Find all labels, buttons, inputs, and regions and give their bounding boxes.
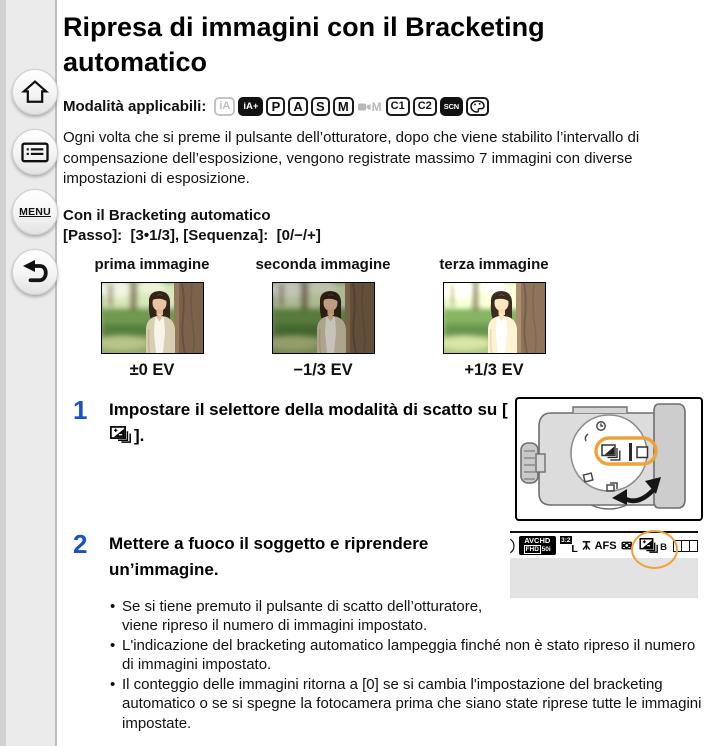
example-caption: terza immagine [439, 255, 549, 273]
mode-icon-ia-plus: iA+ [238, 97, 263, 116]
example-ev-value: +1/3 EV [464, 360, 524, 379]
example-photo-brighter [443, 282, 546, 354]
mode-icon-s: S [311, 97, 330, 116]
mode-icon-ia: iA [214, 97, 235, 116]
record-format-badge: AVCHD FHD 50i [519, 536, 556, 555]
intro-paragraph: Ogni volta che si preme il pulsante dell’otturatore, dopo che viene stabilito l’intervallo di compensazione dell’esposizione, vengono registrate massimo 7 immagini con diverse impostazioni di esposizione. [63, 129, 640, 187]
focus-mode-label: AFS [594, 539, 617, 552]
note-item: • L'indicazione del bracketing automatico lampeggia finché non è stato ripreso il numero di immagini impostato. [109, 636, 706, 675]
step-2-instruction: Mettere a fuoco il soggetto e riprendere un’immagine. [109, 533, 429, 579]
screen-status-bar [510, 531, 698, 558]
bracket-indicator-letter: B [660, 542, 667, 553]
picture-size-badge: 3:2 L [561, 536, 578, 555]
step-1-instruction: Impostare il selettore della modalità di scatto su []. [109, 399, 508, 445]
example-photo-normal [101, 282, 204, 354]
list-icon [20, 139, 50, 165]
example-third [414, 256, 574, 380]
example-ev-value: −1/3 EV [293, 360, 353, 379]
mode-icon-m: M [333, 97, 354, 116]
palette-icon [470, 100, 485, 113]
home-icon [20, 77, 50, 107]
step-number: 1 [73, 394, 88, 425]
applicable-modes-row [63, 97, 706, 116]
bracket-mode-icon [639, 538, 660, 553]
example-second [243, 256, 403, 380]
movie-camera-icon [358, 102, 371, 112]
page-title: Ripresa di immagini con il Bracketing automatico [63, 12, 545, 77]
step-2 [63, 528, 706, 734]
edge-arc-icon [510, 535, 515, 557]
menu-button-label: MENU [19, 206, 51, 218]
mode-icon-scn: SCN [440, 97, 463, 116]
bracket-settings-line: [Passo]: [3•1/3], [Sequenza]: [0/−/+] [63, 226, 321, 244]
bracket-mode-icon [110, 426, 133, 443]
navigation-sidebar [0, 0, 57, 746]
back-button[interactable] [12, 249, 58, 295]
camera-dial-graphic [517, 399, 701, 519]
procedure-steps [63, 394, 706, 734]
mode-icon-creative-movie: M [357, 97, 383, 116]
bracket-indicator [639, 538, 667, 553]
manual-content [57, 0, 710, 746]
home-button[interactable] [12, 69, 58, 115]
step-number: 2 [73, 528, 88, 559]
bracket-subheading: Con il Bracketing automatico [63, 206, 271, 224]
mode-icon-p: P [266, 97, 285, 116]
mode-icon-a: A [288, 97, 307, 116]
menu-button[interactable] [12, 189, 58, 235]
contents-button[interactable] [12, 129, 58, 175]
applicable-modes-label: Modalità applicabili: [63, 98, 207, 115]
notes-list [109, 597, 706, 734]
mode-icon-c1: C1 [386, 97, 410, 116]
camera-screen-illustration [510, 531, 698, 598]
screen-live-view-area [510, 558, 698, 598]
mode-icon-creative-control [466, 97, 489, 116]
example-caption: prima immagine [94, 255, 210, 273]
stabilizer-icon [582, 538, 591, 553]
back-arrow-icon [19, 257, 51, 287]
exposure-examples [72, 256, 706, 380]
metering-mode-icon [621, 539, 633, 552]
example-ev-value: ±0 EV [129, 360, 175, 379]
example-photo-darker [272, 282, 375, 354]
drive-dial-illustration [515, 397, 703, 521]
example-first [72, 256, 232, 380]
mode-icon-c2: C2 [413, 97, 437, 116]
example-caption: seconda immagine [255, 255, 391, 273]
note-item: • Se si tiene premuto il pulsante di scatto dell’otturatore, viene ripreso il numero di immagini impostato. [109, 597, 706, 636]
note-item: • Il conteggio delle immagini ritorna a [0] se si cambia l'impostazione del bracketing automatico o se si spegne la fotocamera prima che siano state riprese tutte le immagini impostate. [109, 675, 706, 734]
step-1 [63, 394, 706, 525]
battery-indicator [673, 540, 698, 552]
